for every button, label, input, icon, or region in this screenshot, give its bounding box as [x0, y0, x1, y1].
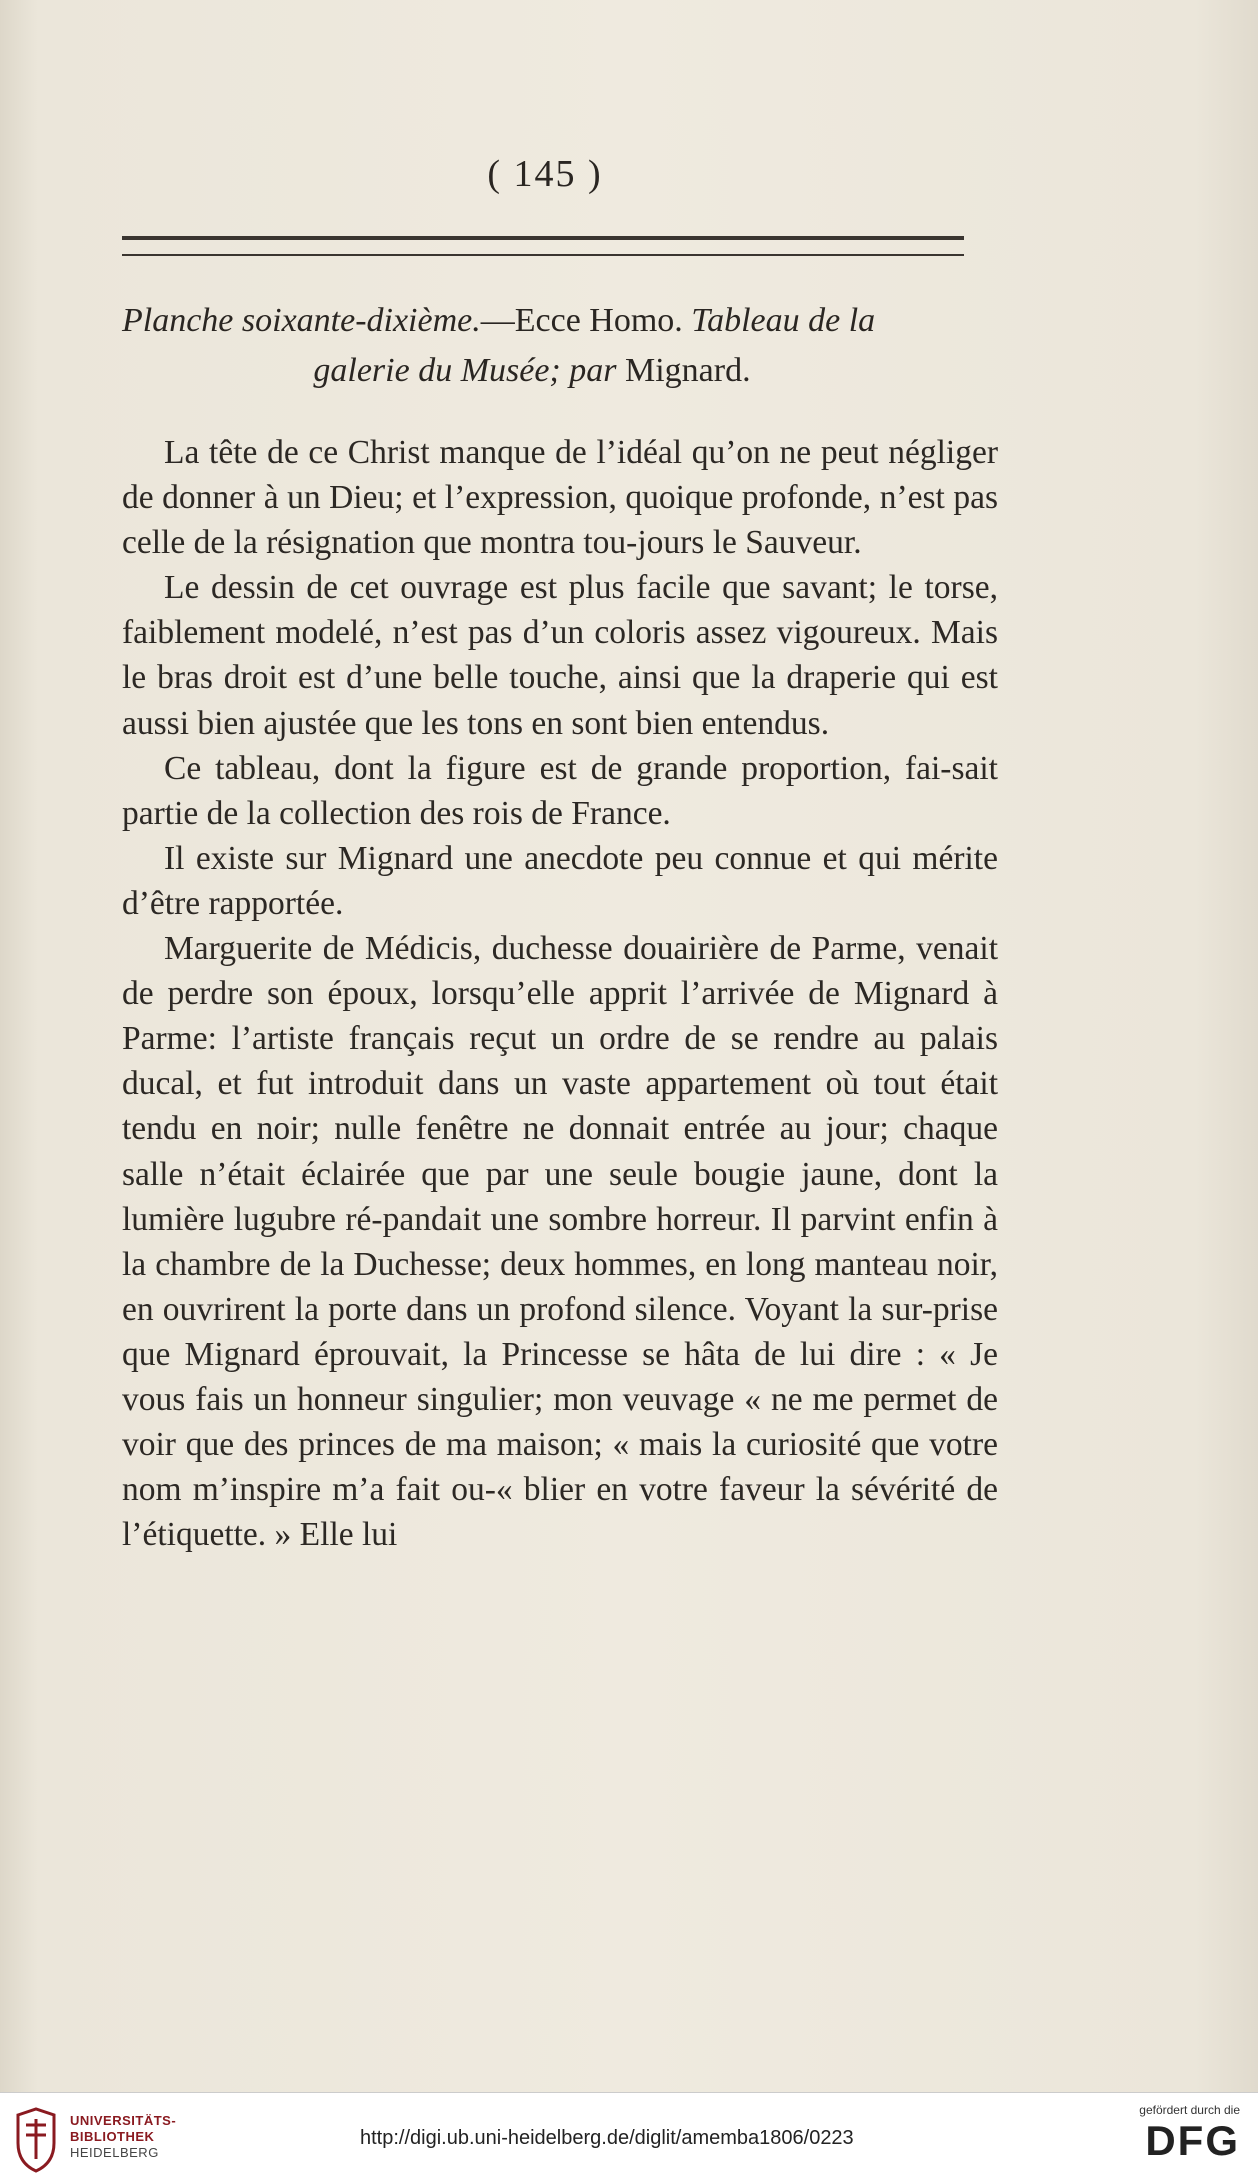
- funded-by-label: gefördert durch die: [1139, 2103, 1240, 2117]
- funder-block[interactable]: [1100, 2103, 1240, 2165]
- dfg-logo: DFG: [1145, 2117, 1240, 2164]
- heading-dash: —: [480, 302, 515, 339]
- plate-label: Planche soixante-dixième.: [122, 302, 481, 339]
- plate-artist: Mignard.: [625, 352, 751, 389]
- header-rule-thin: [122, 254, 964, 256]
- header-rule-thick: [122, 236, 964, 240]
- paragraph: La tête de ce Christ manque de l’idéal qu’on ne peut négliger de donner à un Dieu; et l’expression, quoique profonde, n’est pas celle de la résignation que montra tou-jours le Sauveur.: [122, 434, 998, 562]
- plate-tableau: Tableau de la: [691, 302, 876, 339]
- plate-heading: [122, 296, 982, 396]
- page-number: ( 145 ): [487, 153, 603, 195]
- paragraph: Ce tableau, dont la figure est de grande proportion, fai-sait partie de la collection des rois de France.: [122, 749, 998, 832]
- plate-gallery: galerie du Musée; par: [313, 352, 617, 389]
- viewer-footer: [0, 2092, 1258, 2183]
- logo-line: BIBLIOTHEK: [70, 2129, 155, 2144]
- paragraph: Marguerite de Médicis, duchesse douairière de Parme, venait de perdre son époux, lorsqu’elle apprit l’arrivée de Mignard à Parme: l’artiste français reçut un ordre de se rendre au palais ducal, et fut introduit dans un vaste appartement où tout était tendu en noir; nulle fenêtre ne donnait entrée au jour; chaque salle n’était éclairée que par une seule bougie jaune, dont la lumière lugubre ré-pandait une sombre horreur. Il parvint enfin à la chambre de la Duchesse; deux hommes, en long manteau noir, en ouvrirent la porte dans un profond silence. Voyant la sur-prise que Mignard éprouvait, la Princesse se hâta de lui dire : « Je vous fais un honneur singulier; mon veuvage « ne me permet de voir que des princes de ma maison; « mais la curiosité que votre nom m’inspire m’a fait ou-« blier en votre faveur la sévérité de l’étiquette. » Elle lui: [122, 930, 998, 1554]
- permalink-url[interactable]: http://digi.ub.uni-heidelberg.de/diglit/amemba1806/0223: [360, 2127, 854, 2149]
- library-logo-text[interactable]: [70, 2113, 176, 2161]
- body-text: [122, 430, 998, 1557]
- logo-line: UNIVERSITÄTS-: [70, 2113, 177, 2128]
- plate-subject: Ecce Homo.: [514, 302, 683, 339]
- paragraph: Il existe sur Mignard une anecdote peu connue et qui mérite d’être rapportée.: [122, 839, 998, 922]
- logo-line: HEIDELBERG: [70, 2145, 159, 2160]
- paragraph: Le dessin de cet ouvrage est plus facile que savant; le torse, faiblement modelé, n’est pas d’un coloris assez vigoureux. Mais le bras droit est d’une belle touche, ainsi que la draperie qui est aussi bien ajustée que les tons en sont bien entendus.: [122, 569, 998, 742]
- university-seal-icon: [12, 2107, 60, 2173]
